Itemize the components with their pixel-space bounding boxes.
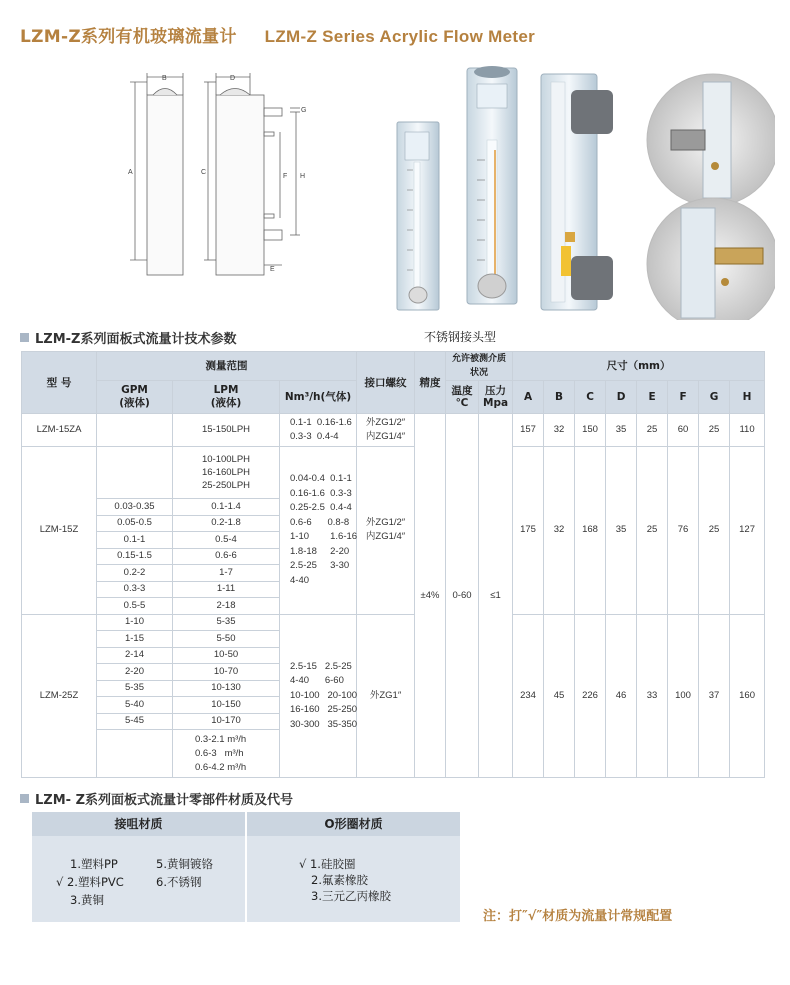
lpm-cell: 0.2-1.8 [173,515,280,532]
photo-caption: 不锈钢接头型 [424,330,497,344]
temp-cell: 0-60 [446,414,479,778]
dim-cell: 76 [668,447,699,615]
spec-section-heading [20,328,236,347]
dim-cell: 25 [637,447,668,615]
lpm-cell: 5-50 [173,631,280,648]
title-cn: LZM-Z系列有机玻璃流量计 [20,27,237,47]
gpm-cell [97,447,173,499]
oring-material-heading: O形圈材质 [245,812,460,836]
dim-cell: 37 [699,614,730,778]
list-item: 2.氟素橡胶 [311,873,368,887]
gpm-cell: 1-10 [97,614,173,631]
dim-cell: 32 [544,447,575,615]
header-lpm: LPM (液体) [173,381,280,414]
joint-material-list [32,836,245,922]
header-thread: 接口螺纹 [357,352,415,414]
header-accuracy: 精度 [415,352,446,414]
gpm-cell: 1-15 [97,631,173,648]
list-item: 6.不锈钢 [156,875,202,889]
gpm-cell: 2-14 [97,647,173,664]
lpm-cell: 0.5-4 [173,532,280,549]
gpm-cell: 0.2-2 [97,565,173,582]
dim-cell: 32 [544,414,575,447]
gpm-cell: 5-45 [97,713,173,730]
header-size: 尺寸（mm） [513,352,765,381]
header-temp: 温度 ℃ [446,381,479,414]
flow-meter-tall-photo [467,66,517,304]
dim-cell: 46 [606,614,637,778]
drawing-label-b: B [162,75,167,82]
header-dim-a: A [513,381,544,414]
dim-cell: 127 [730,447,765,615]
dim-cell: 234 [513,614,544,778]
section-marker-icon [20,333,29,342]
lpm-cell: 2-18 [173,598,280,615]
header-dim-h: H [730,381,765,414]
lpm-cell: 15-150LPH [173,414,280,447]
flow-meter-small-photo [397,122,439,310]
gpm-cell [97,414,173,447]
dim-cell: 160 [730,614,765,778]
lpm-cell: 10-50 [173,647,280,664]
materials-section-heading [20,789,293,808]
drawing-label-g: G [301,107,307,114]
header-dim-g: G [699,381,730,414]
materials-panel [32,812,460,922]
list-item: 5.黄铜镀铬 [156,857,213,871]
gpm-cell: 0.03-0.35 [97,499,173,516]
lpm-cell: 1-11 [173,581,280,598]
accuracy-cell: ±4% [415,414,446,778]
table-row [22,447,765,499]
gpm-cell: 0.3-3 [97,581,173,598]
dim-cell: 150 [575,414,606,447]
drawing-label-h: H [300,173,306,180]
gpm-cell: 0.05-0.5 [97,515,173,532]
drawing-label-f: F [283,173,288,180]
nm3-cell: 0.04-0.4 0.1-1 0.16-1.6 0.3-3 0.25-2.5 0.4-4 0.6-6 0.8-8 1-10 1.6-16 1.8-18 2-20 2.5-25 3-30 4-40 [280,447,357,615]
header-medium: 允许被测介质状况 [446,352,513,381]
dim-cell: 110 [730,414,765,447]
spec-table [21,351,765,778]
list-item: √ 1.硅胶圈 [299,857,356,871]
gpm-cell: 0.15-1.5 [97,548,173,565]
model-cell: LZM-15ZA [22,414,97,447]
gpm-cell [97,730,173,778]
table-row [22,414,765,447]
table-row [22,614,765,631]
header-model: 型 号 [22,352,97,414]
list-item: 1.塑料PP [70,857,118,871]
header-dim-f: F [668,381,699,414]
dim-cell: 25 [699,414,730,447]
header-dim-e: E [637,381,668,414]
dim-cell: 45 [544,614,575,778]
dim-cell: 25 [699,447,730,615]
oring-material-list [245,836,460,922]
list-item: 3.黄铜 [70,893,104,907]
product-photos [385,60,775,320]
title-en: LZM-Z Series Acrylic Flow Meter [264,27,536,46]
gpm-cell: 0.1-1 [97,532,173,549]
thread-cell: 外ZG1″ [357,614,415,778]
nm3-cell: 2.5-15 2.5-25 4-40 6-60 10-100 20-100 16-160 25-250 30-300 35-350 [280,614,357,778]
fitting-detail-barb-photo [647,198,775,320]
configuration-note: 注：打″√″材质为流量计常规配置 [483,909,673,924]
header-dim-c: C [575,381,606,414]
thread-cell: 外ZG1/2″ 内ZG1/4″ [357,414,415,447]
flow-meter-side-photo [541,74,613,310]
lph-cell: 10-100LPH 16-160LPH 25-250LPH [173,447,280,499]
dim-cell: 60 [668,414,699,447]
lpm-cell: 0.6-6 [173,548,280,565]
lpm-cell: 10-150 [173,697,280,714]
header-nm3: Nm³/h(气体) [280,381,357,414]
lpm-cell: 5-35 [173,614,280,631]
dim-cell: 25 [637,414,668,447]
dim-cell: 35 [606,447,637,615]
materials-section-title: LZM- Z系列面板式流量计零部件材质及代号 [35,793,293,808]
dimension-drawings [120,70,320,290]
dim-cell: 35 [606,414,637,447]
list-item: √ 2.塑料PVC [56,875,124,889]
lpm-cell: 10-70 [173,664,280,681]
drawing-label-d: D [230,75,236,82]
dim-cell: 226 [575,614,606,778]
drawing-label-a: A [128,169,133,176]
header-gpm: GPM (液体) [97,381,173,414]
gpm-cell: 5-40 [97,697,173,714]
page-title [20,22,535,47]
dim-cell: 33 [637,614,668,778]
drawing-label-c: C [201,169,207,176]
lpm-cell: 10-170 [173,713,280,730]
gpm-cell: 5-35 [97,680,173,697]
gpm-cell: 2-20 [97,664,173,681]
dim-cell: 168 [575,447,606,615]
pressure-cell: ≤1 [479,414,513,778]
lpm-cell: 1-7 [173,565,280,582]
dim-cell: 175 [513,447,544,615]
section-marker-icon [20,794,29,803]
lpm-cell: 0.1-1.4 [173,499,280,516]
model-cell: LZM-15Z [22,447,97,615]
header-pressure: 压力 Mpa [479,381,513,414]
drawing-label-e: E [270,266,275,273]
model-cell: LZM-25Z [22,614,97,778]
dim-cell: 157 [513,414,544,447]
joint-material-heading: 接咀材质 [114,817,163,831]
spec-section-title: LZM-Z系列面板式流量计技术参数 [35,332,237,347]
thread-cell: 外ZG1/2″ 内ZG1/4″ [357,447,415,615]
list-item: 3.三元乙丙橡胶 [311,889,391,903]
dim-cell: 100 [668,614,699,778]
header-dim-b: B [544,381,575,414]
m3h-cell: 0.3-2.1 m³/h 0.6-3 m³/h 0.6-4.2 m³/h [173,730,280,778]
header-dim-d: D [606,381,637,414]
fitting-detail-brass-photo [647,74,775,206]
header-range: 测量范围 [97,352,357,381]
nm3-cell: 0.1-1 0.16-1.6 0.3-3 0.4-4 [280,414,357,447]
lpm-cell: 10-130 [173,680,280,697]
gpm-cell: 0.5-5 [97,598,173,615]
